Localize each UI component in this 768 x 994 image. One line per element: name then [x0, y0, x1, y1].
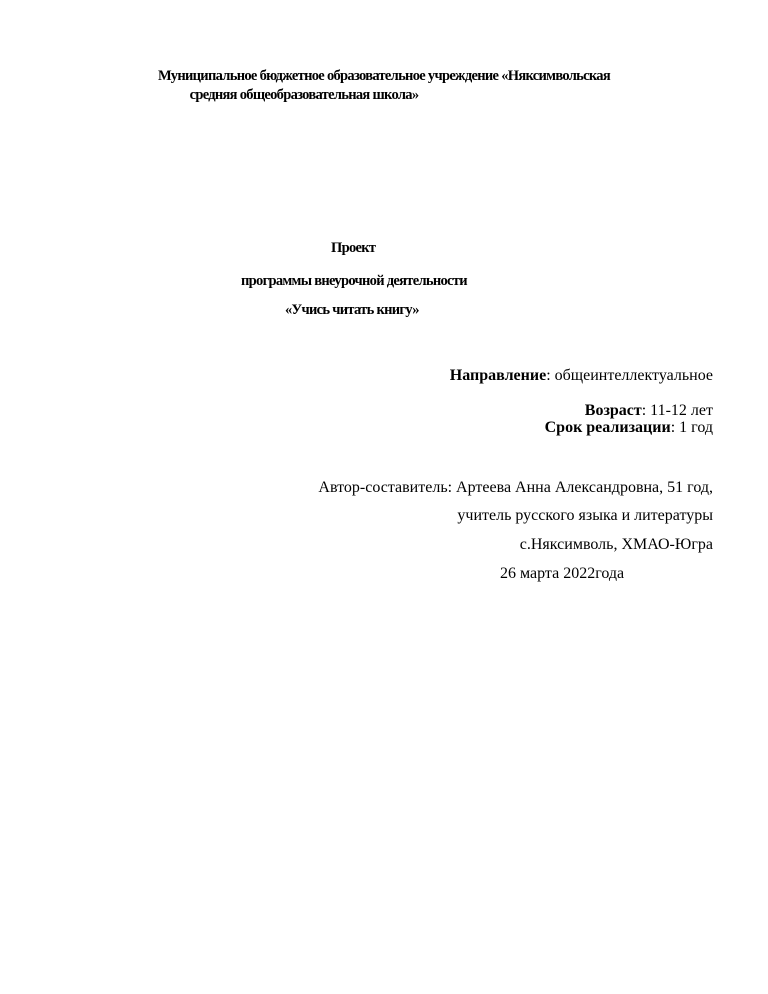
teacher-line: учитель русского языка и литературы [457, 507, 713, 524]
age-line [585, 402, 713, 420]
program-name: «Учись читать книгу» [285, 302, 419, 318]
place-line: с.Няксимволь, ХМАО-Югра [519, 536, 713, 553]
program-heading: программы внеурочной деятельности [241, 273, 467, 289]
date-line: 26 марта 2022года [500, 565, 625, 582]
term-label: Срок реализации [544, 419, 671, 436]
age-value: : 11-12 лет [641, 402, 713, 419]
term-value: : 1 год [670, 419, 713, 436]
project-heading: Проект [331, 240, 376, 256]
direction-line [450, 367, 713, 385]
direction-value: : общеинтеллектуальное [546, 367, 713, 384]
author-line: Автор-составитель: Артеева Анна Александровна, 51 год, [318, 479, 713, 496]
organization-name-line1: Муниципальное бюджетное образовательное учреждение «Няксимвольская [158, 68, 610, 84]
term-line [545, 419, 713, 437]
direction-label: Направление [449, 367, 547, 384]
age-label: Возраст [584, 402, 642, 419]
organization-name-line2: средняя общеобразовательная школа» [189, 87, 419, 103]
